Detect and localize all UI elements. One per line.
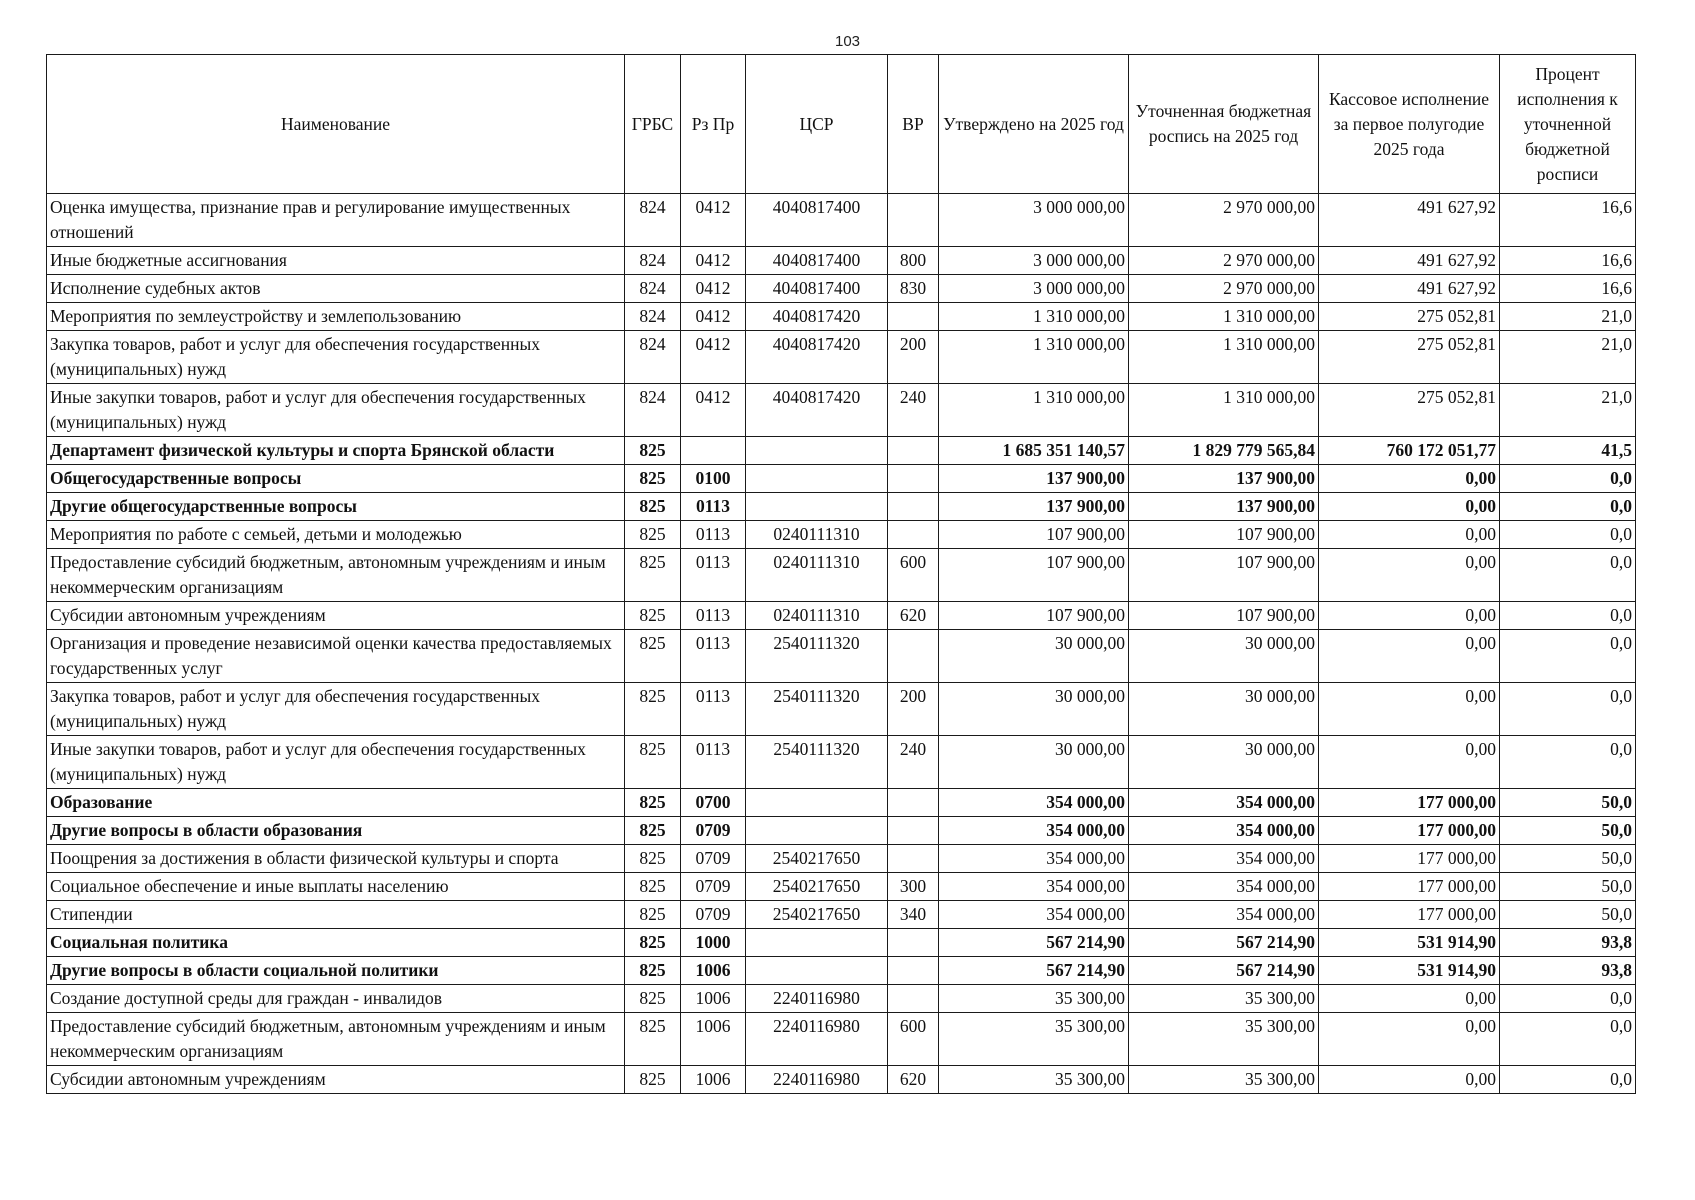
cell-rzpr: 0412	[681, 303, 746, 331]
cell-approved: 30 000,00	[939, 736, 1129, 789]
cell-name: Предоставление субсидий бюджетным, автономным учреждениям и иным некоммерческим организациям	[47, 549, 625, 602]
cell-percent: 21,0	[1500, 384, 1636, 437]
table-row	[47, 303, 1636, 331]
cell-csr	[746, 789, 888, 817]
cell-percent: 16,6	[1500, 194, 1636, 247]
cell-grbs: 824	[625, 303, 681, 331]
cell-csr	[746, 437, 888, 465]
cell-percent: 16,6	[1500, 275, 1636, 303]
cell-csr	[746, 957, 888, 985]
cell-vr	[888, 929, 939, 957]
cell-rzpr: 0412	[681, 194, 746, 247]
cell-percent: 93,8	[1500, 957, 1636, 985]
cell-cash: 177 000,00	[1319, 789, 1500, 817]
cell-vr: 620	[888, 1066, 939, 1094]
cell-vr	[888, 630, 939, 683]
cell-name: Стипендии	[47, 901, 625, 929]
cell-refined: 35 300,00	[1129, 985, 1319, 1013]
cell-name: Мероприятия по работе с семьей, детьми и молодежью	[47, 521, 625, 549]
cell-grbs: 825	[625, 549, 681, 602]
cell-refined: 30 000,00	[1129, 736, 1319, 789]
cell-vr	[888, 985, 939, 1013]
cell-csr: 2240116980	[746, 1013, 888, 1066]
cell-percent: 0,0	[1500, 1066, 1636, 1094]
header-percent: Процент исполнения к уточненной бюджетной росписи	[1500, 55, 1636, 194]
cell-cash: 0,00	[1319, 736, 1500, 789]
cell-grbs: 825	[625, 437, 681, 465]
cell-csr: 2540111320	[746, 736, 888, 789]
cell-name: Субсидии автономным учреждениям	[47, 602, 625, 630]
cell-rzpr: 0709	[681, 901, 746, 929]
cell-cash: 275 052,81	[1319, 331, 1500, 384]
cell-percent: 50,0	[1500, 901, 1636, 929]
table-row	[47, 929, 1636, 957]
cell-grbs: 825	[625, 465, 681, 493]
cell-refined: 30 000,00	[1129, 630, 1319, 683]
cell-vr	[888, 465, 939, 493]
cell-csr	[746, 465, 888, 493]
cell-vr: 600	[888, 1013, 939, 1066]
header-cash: Кассовое исполнение за первое полугодие 2025 года	[1319, 55, 1500, 194]
cell-percent: 41,5	[1500, 437, 1636, 465]
cell-cash: 531 914,90	[1319, 929, 1500, 957]
cell-approved: 567 214,90	[939, 929, 1129, 957]
header-refined: Уточненная бюджетная роспись на 2025 год	[1129, 55, 1319, 194]
cell-name: Другие общегосударственные вопросы	[47, 493, 625, 521]
cell-vr	[888, 817, 939, 845]
cell-vr: 620	[888, 602, 939, 630]
cell-csr: 4040817400	[746, 247, 888, 275]
header-rzpr: Рз Пр	[681, 55, 746, 194]
cell-percent: 0,0	[1500, 465, 1636, 493]
cell-csr	[746, 493, 888, 521]
cell-vr: 830	[888, 275, 939, 303]
cell-grbs: 825	[625, 817, 681, 845]
cell-cash: 275 052,81	[1319, 384, 1500, 437]
cell-cash: 760 172 051,77	[1319, 437, 1500, 465]
cell-percent: 50,0	[1500, 845, 1636, 873]
cell-rzpr: 0709	[681, 845, 746, 873]
cell-csr: 4040817420	[746, 384, 888, 437]
cell-name: Закупка товаров, работ и услуг для обеспечения государственных (муниципальных) нужд	[47, 683, 625, 736]
cell-approved: 107 900,00	[939, 521, 1129, 549]
cell-refined: 35 300,00	[1129, 1013, 1319, 1066]
table-row	[47, 602, 1636, 630]
cell-percent: 0,0	[1500, 602, 1636, 630]
cell-rzpr: 0412	[681, 247, 746, 275]
cell-approved: 354 000,00	[939, 789, 1129, 817]
cell-cash: 177 000,00	[1319, 873, 1500, 901]
cell-vr	[888, 303, 939, 331]
cell-name: Иные закупки товаров, работ и услуг для обеспечения государственных (муниципальных) нужд	[47, 384, 625, 437]
table-row	[47, 630, 1636, 683]
cell-percent: 0,0	[1500, 736, 1636, 789]
cell-percent: 0,0	[1500, 521, 1636, 549]
cell-refined: 107 900,00	[1129, 602, 1319, 630]
cell-name: Оценка имущества, признание прав и регулирование имущественных отношений	[47, 194, 625, 247]
table-row	[47, 817, 1636, 845]
table-row	[47, 845, 1636, 873]
cell-rzpr: 1006	[681, 1013, 746, 1066]
cell-vr: 240	[888, 736, 939, 789]
table-row	[47, 736, 1636, 789]
cell-name: Другие вопросы в области образования	[47, 817, 625, 845]
cell-rzpr	[681, 437, 746, 465]
table-row	[47, 521, 1636, 549]
cell-vr: 300	[888, 873, 939, 901]
cell-name: Закупка товаров, работ и услуг для обеспечения государственных (муниципальных) нужд	[47, 331, 625, 384]
cell-csr: 4040817400	[746, 194, 888, 247]
table-row	[47, 465, 1636, 493]
table-row	[47, 275, 1636, 303]
cell-name: Образование	[47, 789, 625, 817]
cell-grbs: 825	[625, 873, 681, 901]
cell-refined: 354 000,00	[1129, 789, 1319, 817]
cell-csr: 2540217650	[746, 901, 888, 929]
cell-grbs: 825	[625, 493, 681, 521]
table-row	[47, 1013, 1636, 1066]
cell-csr: 4040817400	[746, 275, 888, 303]
cell-refined: 354 000,00	[1129, 817, 1319, 845]
table-row	[47, 683, 1636, 736]
cell-approved: 30 000,00	[939, 683, 1129, 736]
cell-percent: 21,0	[1500, 303, 1636, 331]
cell-percent: 50,0	[1500, 817, 1636, 845]
cell-cash: 0,00	[1319, 602, 1500, 630]
cell-csr: 0240111310	[746, 549, 888, 602]
cell-refined: 2 970 000,00	[1129, 247, 1319, 275]
cell-cash: 491 627,92	[1319, 247, 1500, 275]
cell-approved: 35 300,00	[939, 1013, 1129, 1066]
cell-vr	[888, 437, 939, 465]
cell-rzpr: 1006	[681, 985, 746, 1013]
cell-cash: 177 000,00	[1319, 901, 1500, 929]
cell-grbs: 825	[625, 1013, 681, 1066]
cell-refined: 567 214,90	[1129, 957, 1319, 985]
cell-csr	[746, 929, 888, 957]
cell-csr: 0240111310	[746, 521, 888, 549]
cell-name: Общегосударственные вопросы	[47, 465, 625, 493]
cell-percent: 50,0	[1500, 873, 1636, 901]
cell-cash: 0,00	[1319, 630, 1500, 683]
cell-name: Иные бюджетные ассигнования	[47, 247, 625, 275]
header-csr: ЦСР	[746, 55, 888, 194]
cell-vr: 200	[888, 331, 939, 384]
cell-name: Социальная политика	[47, 929, 625, 957]
cell-grbs: 825	[625, 789, 681, 817]
cell-grbs: 825	[625, 602, 681, 630]
cell-approved: 107 900,00	[939, 549, 1129, 602]
cell-approved: 1 310 000,00	[939, 331, 1129, 384]
cell-rzpr: 0113	[681, 630, 746, 683]
cell-percent: 0,0	[1500, 630, 1636, 683]
table-row	[47, 1066, 1636, 1094]
header-vr: ВР	[888, 55, 939, 194]
cell-vr	[888, 493, 939, 521]
cell-percent: 93,8	[1500, 929, 1636, 957]
cell-cash: 177 000,00	[1319, 845, 1500, 873]
cell-vr: 200	[888, 683, 939, 736]
cell-name: Создание доступной среды для граждан - инвалидов	[47, 985, 625, 1013]
cell-approved: 30 000,00	[939, 630, 1129, 683]
cell-approved: 3 000 000,00	[939, 247, 1129, 275]
cell-cash: 0,00	[1319, 549, 1500, 602]
cell-csr: 2540111320	[746, 630, 888, 683]
cell-grbs: 825	[625, 1066, 681, 1094]
table-row	[47, 437, 1636, 465]
header-row	[47, 55, 1636, 194]
table-row	[47, 873, 1636, 901]
cell-csr	[746, 817, 888, 845]
cell-rzpr: 1006	[681, 957, 746, 985]
table-row	[47, 384, 1636, 437]
cell-cash: 491 627,92	[1319, 194, 1500, 247]
cell-grbs: 825	[625, 957, 681, 985]
cell-vr	[888, 521, 939, 549]
cell-rzpr: 0412	[681, 384, 746, 437]
cell-grbs: 824	[625, 275, 681, 303]
cell-name: Другие вопросы в области социальной политики	[47, 957, 625, 985]
cell-cash: 0,00	[1319, 465, 1500, 493]
cell-grbs: 825	[625, 901, 681, 929]
cell-grbs: 825	[625, 630, 681, 683]
cell-rzpr: 0100	[681, 465, 746, 493]
cell-vr	[888, 845, 939, 873]
table-body	[47, 194, 1636, 1094]
cell-rzpr: 0412	[681, 331, 746, 384]
cell-percent: 0,0	[1500, 683, 1636, 736]
cell-cash: 0,00	[1319, 493, 1500, 521]
cell-csr: 2540217650	[746, 873, 888, 901]
cell-rzpr: 0709	[681, 817, 746, 845]
cell-vr	[888, 957, 939, 985]
cell-percent: 0,0	[1500, 985, 1636, 1013]
cell-name: Организация и проведение независимой оценки качества предоставляемых государственных услуг	[47, 630, 625, 683]
cell-vr	[888, 194, 939, 247]
cell-refined: 354 000,00	[1129, 873, 1319, 901]
cell-csr: 0240111310	[746, 602, 888, 630]
cell-grbs: 824	[625, 384, 681, 437]
cell-csr: 2540217650	[746, 845, 888, 873]
cell-percent: 16,6	[1500, 247, 1636, 275]
cell-vr: 800	[888, 247, 939, 275]
cell-approved: 354 000,00	[939, 901, 1129, 929]
cell-grbs: 825	[625, 985, 681, 1013]
cell-refined: 1 310 000,00	[1129, 303, 1319, 331]
cell-vr: 240	[888, 384, 939, 437]
cell-grbs: 825	[625, 683, 681, 736]
cell-rzpr: 0700	[681, 789, 746, 817]
cell-cash: 0,00	[1319, 1066, 1500, 1094]
header-approved: Утверждено на 2025 год	[939, 55, 1129, 194]
cell-grbs: 824	[625, 331, 681, 384]
cell-refined: 567 214,90	[1129, 929, 1319, 957]
cell-percent: 50,0	[1500, 789, 1636, 817]
cell-grbs: 825	[625, 521, 681, 549]
cell-rzpr: 0113	[681, 521, 746, 549]
cell-approved: 35 300,00	[939, 1066, 1129, 1094]
header-grbs: ГРБС	[625, 55, 681, 194]
cell-name: Департамент физической культуры и спорта Брянской области	[47, 437, 625, 465]
cell-rzpr: 0113	[681, 736, 746, 789]
cell-rzpr: 0113	[681, 602, 746, 630]
cell-csr: 4040817420	[746, 303, 888, 331]
cell-grbs: 825	[625, 845, 681, 873]
table-row	[47, 194, 1636, 247]
cell-refined: 107 900,00	[1129, 549, 1319, 602]
table-row	[47, 549, 1636, 602]
cell-rzpr: 0113	[681, 683, 746, 736]
cell-approved: 354 000,00	[939, 873, 1129, 901]
cell-name: Поощрения за достижения в области физической культуры и спорта	[47, 845, 625, 873]
cell-cash: 491 627,92	[1319, 275, 1500, 303]
cell-refined: 137 900,00	[1129, 493, 1319, 521]
cell-approved: 1 310 000,00	[939, 303, 1129, 331]
cell-refined: 107 900,00	[1129, 521, 1319, 549]
cell-name: Мероприятия по землеустройству и землепользованию	[47, 303, 625, 331]
cell-cash: 0,00	[1319, 521, 1500, 549]
cell-name: Исполнение судебных актов	[47, 275, 625, 303]
table-row	[47, 985, 1636, 1013]
cell-refined: 2 970 000,00	[1129, 194, 1319, 247]
cell-name: Социальное обеспечение и иные выплаты населению	[47, 873, 625, 901]
budget-table	[46, 54, 1636, 1094]
cell-rzpr: 0709	[681, 873, 746, 901]
table-row	[47, 957, 1636, 985]
cell-grbs: 824	[625, 194, 681, 247]
cell-csr: 4040817420	[746, 331, 888, 384]
cell-percent: 0,0	[1500, 493, 1636, 521]
cell-csr: 2540111320	[746, 683, 888, 736]
cell-rzpr: 1006	[681, 1066, 746, 1094]
cell-csr: 2240116980	[746, 985, 888, 1013]
cell-name: Предоставление субсидий бюджетным, автономным учреждениям и иным некоммерческим организациям	[47, 1013, 625, 1066]
cell-approved: 1 685 351 140,57	[939, 437, 1129, 465]
cell-cash: 0,00	[1319, 1013, 1500, 1066]
cell-grbs: 825	[625, 736, 681, 789]
cell-approved: 3 000 000,00	[939, 194, 1129, 247]
cell-vr: 600	[888, 549, 939, 602]
cell-rzpr: 0412	[681, 275, 746, 303]
table-row	[47, 331, 1636, 384]
cell-refined: 137 900,00	[1129, 465, 1319, 493]
cell-csr: 2240116980	[746, 1066, 888, 1094]
cell-percent: 0,0	[1500, 1013, 1636, 1066]
cell-approved: 3 000 000,00	[939, 275, 1129, 303]
cell-approved: 354 000,00	[939, 845, 1129, 873]
cell-rzpr: 1000	[681, 929, 746, 957]
cell-cash: 177 000,00	[1319, 817, 1500, 845]
cell-approved: 354 000,00	[939, 817, 1129, 845]
cell-cash: 0,00	[1319, 683, 1500, 736]
cell-name: Субсидии автономным учреждениям	[47, 1066, 625, 1094]
cell-approved: 1 310 000,00	[939, 384, 1129, 437]
cell-approved: 567 214,90	[939, 957, 1129, 985]
cell-cash: 0,00	[1319, 985, 1500, 1013]
cell-percent: 21,0	[1500, 331, 1636, 384]
cell-grbs: 825	[625, 929, 681, 957]
cell-refined: 1 310 000,00	[1129, 331, 1319, 384]
table-row	[47, 901, 1636, 929]
header-name: Наименование	[47, 55, 625, 194]
cell-refined: 354 000,00	[1129, 845, 1319, 873]
cell-rzpr: 0113	[681, 549, 746, 602]
cell-percent: 0,0	[1500, 549, 1636, 602]
cell-refined: 1 829 779 565,84	[1129, 437, 1319, 465]
cell-refined: 2 970 000,00	[1129, 275, 1319, 303]
cell-approved: 35 300,00	[939, 985, 1129, 1013]
table-row	[47, 493, 1636, 521]
cell-approved: 137 900,00	[939, 493, 1129, 521]
cell-refined: 354 000,00	[1129, 901, 1319, 929]
cell-approved: 137 900,00	[939, 465, 1129, 493]
table-row	[47, 247, 1636, 275]
cell-rzpr: 0113	[681, 493, 746, 521]
cell-cash: 531 914,90	[1319, 957, 1500, 985]
cell-name: Иные закупки товаров, работ и услуг для обеспечения государственных (муниципальных) нужд	[47, 736, 625, 789]
cell-refined: 1 310 000,00	[1129, 384, 1319, 437]
table-row	[47, 789, 1636, 817]
cell-vr	[888, 789, 939, 817]
cell-grbs: 824	[625, 247, 681, 275]
cell-approved: 107 900,00	[939, 602, 1129, 630]
cell-refined: 30 000,00	[1129, 683, 1319, 736]
page-number: 103	[834, 33, 861, 50]
cell-cash: 275 052,81	[1319, 303, 1500, 331]
cell-refined: 35 300,00	[1129, 1066, 1319, 1094]
cell-vr: 340	[888, 901, 939, 929]
